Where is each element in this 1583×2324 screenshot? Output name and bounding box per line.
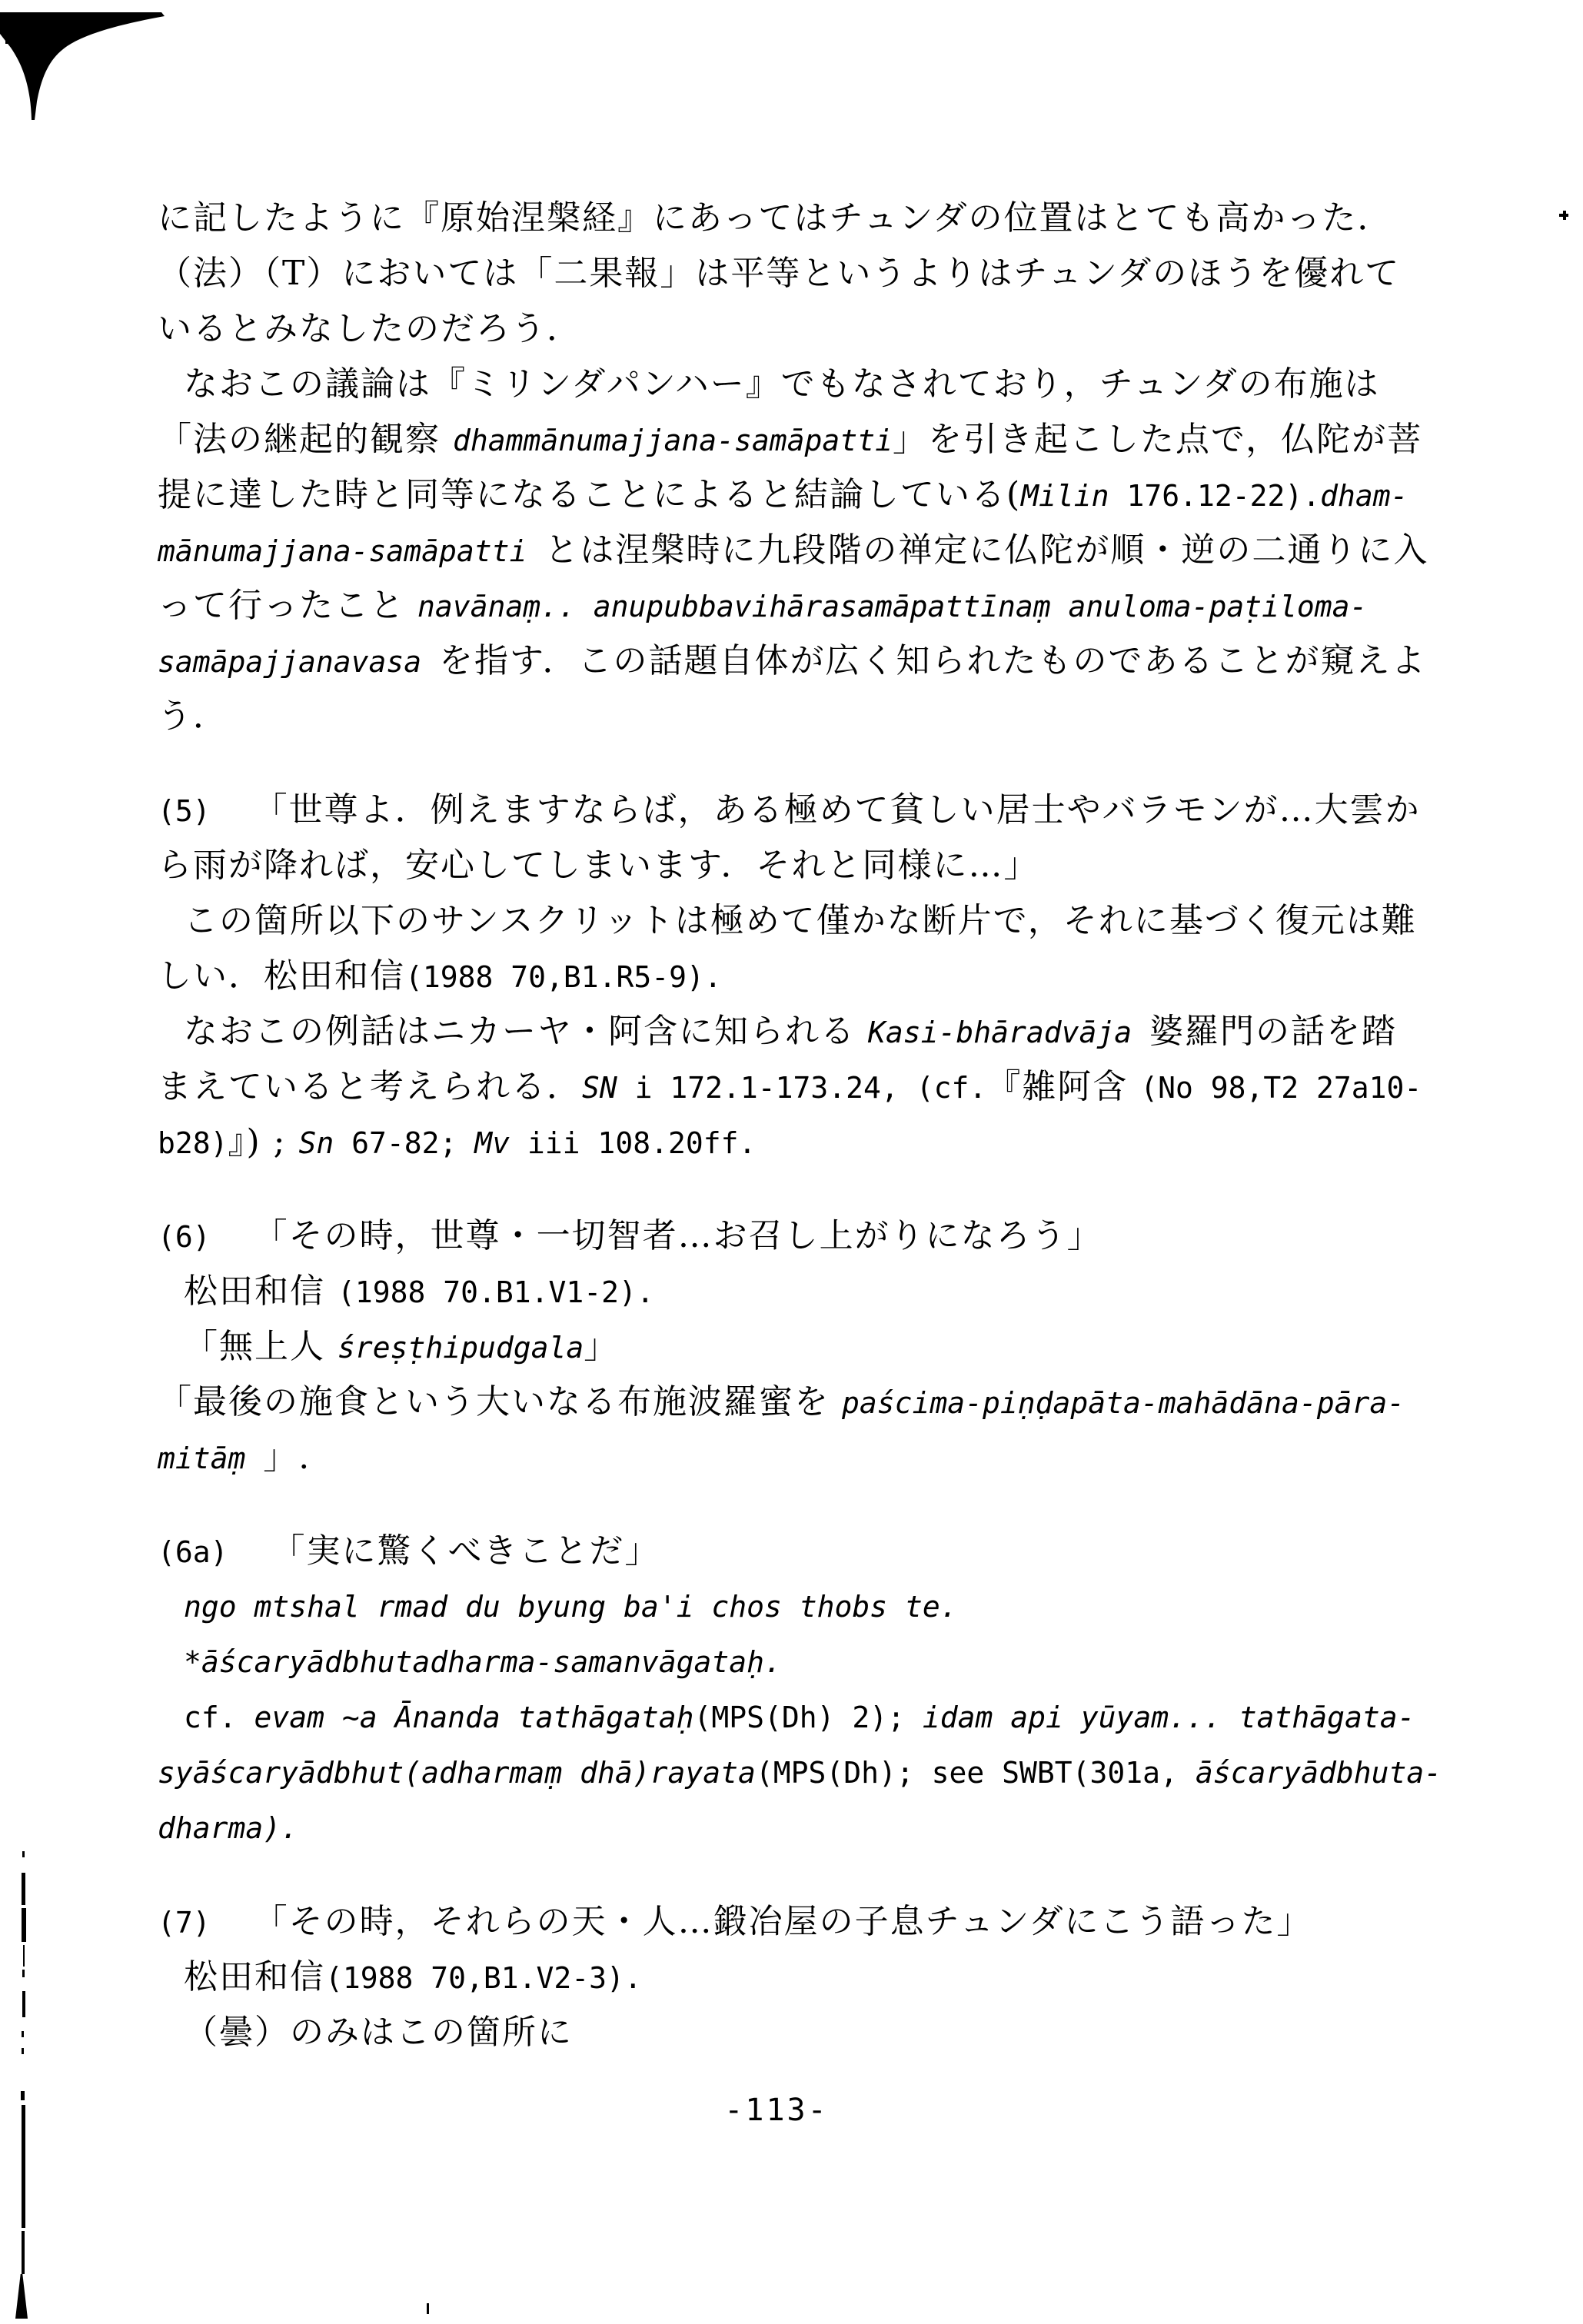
scan-speck-artifact <box>427 2303 429 2314</box>
text-block <box>158 191 1472 2060</box>
japanese-text: に記したように『原始涅槃経』にあってはチュンダの位置はとても高かった． <box>158 198 1393 238</box>
romanized-text: (No 98,T2 27a10- <box>1140 1071 1422 1105</box>
scan-edge-line-artifact <box>22 2031 24 2037</box>
text-line <box>158 1115 1472 1170</box>
romanized-italic-text: mānumajjana-samāpatti <box>158 534 545 568</box>
romanized-italic-text: Sn <box>298 1126 334 1160</box>
romanized-italic-text: idam api yūyam... tathāgata- <box>922 1701 1415 1734</box>
text-line <box>158 246 1472 301</box>
japanese-text: まえていると考えられる． <box>158 1067 582 1106</box>
romanized-italic-text: śreṣṭhipudgala <box>338 1331 584 1365</box>
romanized-italic-text: Milin <box>1021 479 1109 513</box>
text-line <box>158 301 1472 357</box>
section-number: (5) <box>158 794 211 828</box>
japanese-text: って行ったこと <box>158 586 417 625</box>
romanized-text: 176.12-22). <box>1109 479 1321 513</box>
text-line <box>158 838 1472 893</box>
text-line <box>158 578 1472 633</box>
japanese-text: 「その時，世尊・一切智者…お召し上がりになろう」 <box>253 1216 1102 1255</box>
text-line <box>158 1375 1472 1430</box>
scan-edge-line-artifact <box>15 2274 28 2319</box>
text-line <box>158 1800 1472 1856</box>
text-line <box>158 633 1472 689</box>
japanese-text: 』) ; <box>228 1122 299 1162</box>
scan-speck-artifact <box>1563 211 1566 220</box>
japanese-text: 提に達した時と同等になることによると結論している( <box>158 475 1022 514</box>
japanese-text: 「最後の施食という大いなる布施波羅蜜を <box>158 1382 842 1421</box>
text-line <box>158 783 1472 838</box>
text-line <box>158 191 1472 246</box>
scan-corner-shadow-artifact <box>0 0 185 131</box>
japanese-text: 」. <box>263 1438 311 1477</box>
page-number: -113- <box>724 2093 829 2128</box>
japanese-text: しい．松田和信 <box>158 956 405 996</box>
paragraph <box>158 783 1472 1170</box>
paragraph <box>158 1524 1472 1856</box>
romanized-italic-text: samāpajjanavasa <box>158 645 440 679</box>
romanized-text: (1988 70,B1.R5-9). <box>405 960 722 994</box>
text-line <box>158 1430 1472 1485</box>
japanese-text: 「実に驚くべきことだ」 <box>271 1531 660 1571</box>
japanese-text: ら雨が降れば，安心してしまいます．それと同様に…」 <box>158 846 1039 885</box>
scan-edge-line-artifact <box>22 2231 25 2274</box>
paragraph <box>158 357 1472 744</box>
japanese-text: とは涅槃時に九段階の禅定に仏陀が順・逆の二通りに入 <box>544 530 1429 570</box>
text-line <box>158 1004 1472 1059</box>
japanese-text: 松田和信 <box>184 1272 338 1311</box>
japanese-text: （法）（T）においては「二果報」は平等というよりはチュンダのほうを優れて <box>158 254 1401 293</box>
text-line <box>158 357 1472 412</box>
romanized-text: (MPS(Dh) 2); <box>693 1701 923 1734</box>
scan-edge-line-artifact <box>21 2091 25 2100</box>
paragraph <box>158 191 1472 357</box>
section-number: (7) <box>158 1906 211 1940</box>
romanized-italic-text: dhammānumajjana-samāpatti <box>453 424 893 457</box>
section-number: (6a) <box>158 1535 228 1569</box>
japanese-text: いるとみなしたのだろう． <box>158 309 582 348</box>
text-line <box>158 1894 1472 1950</box>
romanized-italic-text: ngo mtshal rmad du byung ba'i chos thobs te. <box>184 1590 958 1624</box>
japanese-text: を指す．この話題自体が広く知られたものであることが窺えよ <box>439 641 1427 680</box>
japanese-text: 「法の継起的観察 <box>158 420 453 459</box>
text-line <box>158 2005 1472 2060</box>
text-line <box>158 1690 1472 1745</box>
text-line <box>158 1059 1472 1115</box>
scan-edge-line-artifact <box>23 1945 25 1967</box>
text-line <box>158 467 1472 523</box>
japanese-text: 「その時，それらの天・人…鍛冶屋の子息チュンダにこう語った」 <box>253 1902 1312 1941</box>
scan-edge-line-artifact <box>22 1873 25 1905</box>
romanized-italic-text: navānaṃ.. anupubbavihārasamāpattīnaṃ anuloma-paṭiloma- <box>417 590 1368 623</box>
romanized-text: (MPS(Dh); see SWBT(301a, <box>755 1756 1196 1790</box>
romanized-italic-text: syāścaryādbhut(adharmaṃ dhā)rayata <box>158 1756 756 1790</box>
text-line <box>158 893 1472 949</box>
japanese-text: この箇所以下のサンスクリットは極めて僅かな断片で，それに基づく復元は難 <box>184 901 1417 940</box>
scan-edge-line-artifact <box>22 1851 25 1857</box>
text-line <box>158 1319 1472 1375</box>
text-line <box>158 412 1472 467</box>
paragraph <box>158 1209 1472 1485</box>
japanese-text: なおこの例話はニカーヤ・阿含に知られる <box>184 1012 868 1051</box>
text-line <box>158 1634 1472 1690</box>
japanese-text: （曇）のみはこの箇所に <box>184 2013 573 2052</box>
text-line <box>158 1950 1472 2005</box>
japanese-text: 『雑阿含 <box>986 1067 1141 1106</box>
text-line <box>158 1579 1472 1634</box>
scan-edge-line-artifact <box>22 1908 26 1942</box>
romanized-text: cf. <box>184 1701 254 1734</box>
text-line <box>158 1209 1472 1264</box>
japanese-text: 「世尊よ．例えますならば，ある極めて貧しい居士やバラモンが…大雲か <box>253 790 1421 830</box>
romanized-text: i 172.1-173.24, (cf. <box>617 1071 987 1105</box>
section-number: (6) <box>158 1220 211 1254</box>
romanized-italic-text: *āścaryādbhutadharma-samanvāgataḥ. <box>184 1645 782 1679</box>
japanese-text: う． <box>158 697 228 736</box>
scan-edge-line-artifact <box>22 1970 25 1977</box>
text-line <box>158 523 1472 578</box>
romanized-italic-text: SN <box>582 1071 617 1105</box>
romanized-text: (1988 70,B1.V2-3). <box>325 1961 642 1995</box>
romanized-text: 67-82; <box>334 1126 475 1160</box>
romanized-text: (1988 70.B1.V1-2). <box>338 1275 654 1309</box>
romanized-italic-text: Kasi-bhāradvāja <box>868 1016 1150 1049</box>
japanese-text: 婆羅門の話を踏 <box>1149 1012 1398 1051</box>
scan-edge-line-artifact <box>22 1991 25 2017</box>
japanese-text: 」 <box>584 1327 620 1366</box>
romanized-italic-text: dharma). <box>158 1811 299 1845</box>
romanized-text: b28) <box>158 1126 228 1160</box>
romanized-italic-text: dham- <box>1320 479 1408 513</box>
japanese-text: なおこの議論は『ミリンダパンハー』でもなされており，チュンダの布施は <box>184 364 1380 404</box>
romanized-italic-text: paścima-piṇḍapāta-mahādāna-pāra- <box>842 1386 1405 1420</box>
romanized-italic-text: mitāṃ <box>158 1441 264 1475</box>
scan-edge-line-artifact <box>22 2048 24 2054</box>
japanese-text: 「無上人 <box>184 1327 338 1366</box>
japanese-text: 」を引き起こした点で，仏陀が菩 <box>892 420 1423 459</box>
romanized-text: iii 108.20ff. <box>510 1126 757 1160</box>
text-line <box>158 689 1472 744</box>
romanized-italic-text: Mv <box>474 1126 510 1160</box>
text-line <box>158 1745 1472 1800</box>
text-line <box>158 1264 1472 1319</box>
paragraph <box>158 1894 1472 2060</box>
romanized-italic-text: evam ~a Ānanda tathāgataḥ <box>254 1701 694 1734</box>
japanese-text: 松田和信 <box>184 1957 325 1997</box>
text-line <box>158 949 1472 1004</box>
text-line <box>158 1524 1472 1579</box>
romanized-italic-text: āścaryādbhuta- <box>1195 1756 1442 1790</box>
scan-edge-line-artifact <box>22 2105 25 2228</box>
